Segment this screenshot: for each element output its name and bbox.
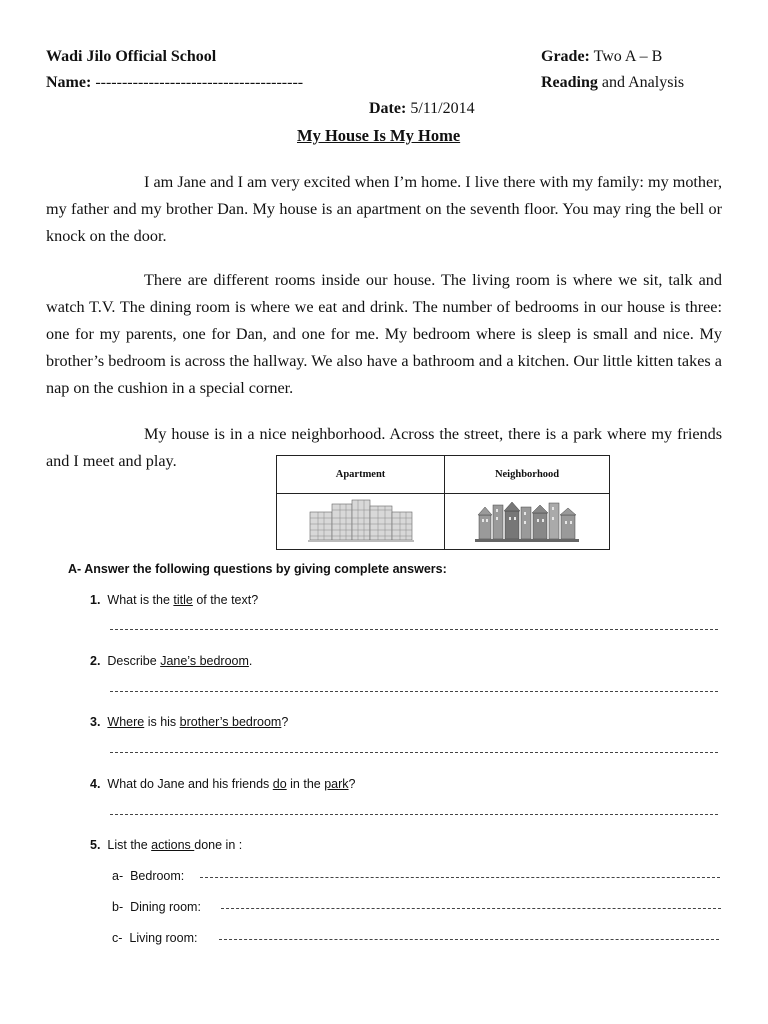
answer-line-dining-room[interactable] [221,908,721,909]
answer-line-bedroom[interactable] [200,877,720,878]
question-4: 4. What do Jane and his friends do in the park? [90,777,356,791]
page-title: My House Is My Home [297,126,461,145]
answer-line-living-room[interactable] [219,939,719,940]
subject-reading: Reading [541,74,598,91]
sub-item-bedroom: a- Bedroom: [112,869,185,883]
apartment-header: Apartment [277,456,445,494]
name-blank: --------------------------------------- [95,74,304,91]
question-5: 5. List the actions done in : [90,838,243,852]
section-a-marker: A- [68,562,82,576]
sub-item-living-room: c- Living room: [112,931,198,945]
question-3: 3. Where is his brother’s bedroom? [90,715,289,729]
date-value: 5/11/2014 [410,100,475,117]
name-label: Name: [46,74,92,91]
school-name: Wadi Jilo Official School [46,48,217,65]
paragraph-3: My house is in a nice neighborhood. Across the street, there is a park where my friends and I meet and play. [46,425,722,470]
paragraph-1: I am Jane and I am very excited when I’m home. I live there with my family: my mother, my father and my brother Dan. My house is an apartment on the seventh floor. You may ring the bell or knock on the door. [46,173,722,245]
image-table [276,455,610,550]
sub-item-dining-room: b- Dining room: [112,900,201,914]
name-line [46,73,303,93]
grade-label: Grade: [541,48,590,65]
section-a-heading [68,562,447,576]
subject-analysis: and Analysis [601,74,685,91]
paragraph-2: There are different rooms inside our house. The living room is where we sit, talk and watch T.V. The dining room is where we eat and drink. The number of bedrooms in our house is three: one for my parents, one for Dan, and one for me. My bedroom where is sleep is small and nice. My brother’s bedroom is across the hallway. We also have a bathroom and a kitchen. Our little kitten takes a nap on the cushion in a special corner. [46,271,722,397]
answer-line-2[interactable] [110,691,718,692]
neighborhood-image [475,497,579,543]
neighborhood-header: Neighborhood [445,456,610,494]
question-1: 1. What is the title of the text? [90,593,259,607]
subject-line [541,73,684,93]
answer-line-3[interactable] [110,752,718,753]
question-2: 2. Describe Jane’s bedroom. [90,654,253,668]
apartment-cell [277,494,445,550]
answer-line-1[interactable] [110,629,718,630]
date-line [369,99,475,119]
section-a-instruction: Answer the following questions by giving complete answers: [84,562,447,576]
date-label: Date: [369,100,407,117]
apartment-image [308,498,414,542]
grade-line [541,47,662,67]
grade-value: Two A – B [593,48,663,65]
answer-line-4[interactable] [110,814,718,815]
neighborhood-cell [445,494,610,550]
